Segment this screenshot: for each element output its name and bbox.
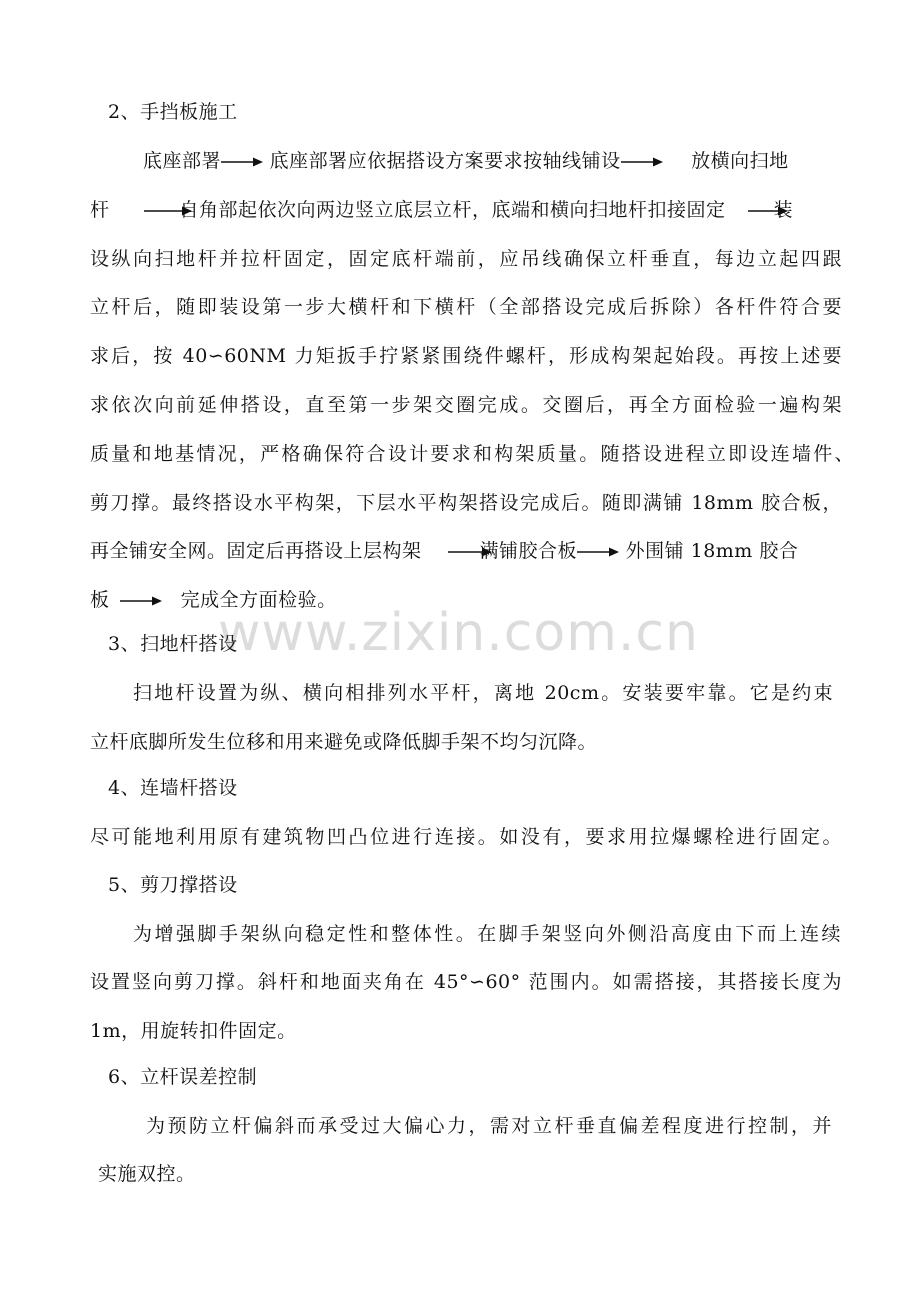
section-6-line-2: 实施双控。 bbox=[98, 1163, 196, 1185]
right-arrow-icon bbox=[621, 156, 663, 168]
section-4-line-1: 尽可能地利用原有建筑物凹凸位进行连接。如没有，要求用拉爆螺栓进行固定。 bbox=[90, 826, 842, 848]
section-3-heading: 3、扫地杆搭设 bbox=[108, 633, 238, 655]
section-2-heading: 2、手挡板施工 bbox=[108, 101, 238, 123]
section-5-line-2: 设置竖向剪刀撑。斜杆和地面夹角在 45°∽60° 范围内。如需搭接，其搭接长度为 bbox=[90, 971, 842, 993]
flow-step: 满铺胶合板 bbox=[479, 540, 578, 562]
section-2-line-10 bbox=[90, 587, 337, 613]
flow-step: 再全铺安全网。固定后再搭设上层构架 bbox=[90, 540, 422, 562]
section-4-heading: 4、连墙杆搭设 bbox=[108, 777, 238, 799]
section-3-line-1: 扫地杆设置为纵、横向相排列水平杆，离地 20cm。安装要牢靠。它是约束 bbox=[133, 682, 833, 704]
flow-step: 杆 bbox=[90, 199, 110, 221]
flow-step: 放横向扫地 bbox=[691, 150, 789, 172]
flow-step: 板 bbox=[90, 589, 110, 611]
watermark: www.zixin.com.cn bbox=[218, 603, 699, 663]
flow-step: 底座部署 bbox=[143, 150, 222, 172]
section-5-line-1: 为增强脚手架纵向稳定性和整体性。在脚手架竖向外侧沿高度由下而上连续 bbox=[133, 923, 841, 945]
flow-step: 外围铺 18mm 胶合 bbox=[625, 540, 799, 562]
section-3-line-2: 立杆底脚所发生位移和用来避免或降低脚手架不均匀沉降。 bbox=[90, 731, 598, 753]
section-5-line-3: 1m，用旋转扣件固定。 bbox=[90, 1020, 297, 1042]
section-6-heading: 6、立杆误差控制 bbox=[108, 1066, 258, 1088]
section-2-line-1 bbox=[143, 148, 845, 174]
right-arrow-icon bbox=[577, 546, 619, 558]
right-arrow-icon bbox=[120, 595, 162, 607]
section-2-line-3: 设纵向扫地杆并拉杆固定，固定底杆端前，应吊线确保立杆垂直，每边立起四跟 bbox=[90, 248, 842, 270]
flow-step: 底座部署应依据搭设方案要求按轴线铺设 bbox=[269, 150, 621, 172]
section-6-line-1: 为预防立杆偏斜而承受过大偏心力，需对立杆垂直偏差程度进行控制，并 bbox=[146, 1115, 832, 1137]
section-2-line-9 bbox=[90, 538, 850, 564]
section-2-line-4: 立杆后，随即装设第一步大横杆和下横杆（全部搭设完成后拆除）各杆件符合要 bbox=[90, 296, 842, 318]
right-arrow-icon bbox=[221, 156, 263, 168]
flow-step: 完成全方面检验。 bbox=[180, 589, 337, 611]
flow-step: 装 bbox=[773, 199, 794, 221]
section-2-line-2 bbox=[90, 197, 850, 223]
section-2-line-8: 剪刀撑。最终搭设水平构架，下层水平构架搭设完成后。随即满铺 18mm 胶合板， bbox=[90, 492, 842, 514]
section-5-heading: 5、剪刀撑搭设 bbox=[108, 874, 238, 896]
section-2-line-7: 质量和地基情况，严格确保符合设计要求和构架质量。随搭设进程立即设连墙件、 bbox=[90, 443, 854, 465]
section-2-line-6: 求依次向前延伸搭设，直至第一步架交圈完成。交圈后，再全方面检验一遍构架 bbox=[90, 394, 842, 416]
flow-step: 自角部起依次向两边竖立底层立杆，底端和横向扫地杆扣接固定 bbox=[179, 199, 726, 221]
section-2-line-5: 求后，按 40∽60NM 力矩扳手拧紧紧围绕件螺杆，形成构架起始段。再按上述要 bbox=[90, 345, 842, 367]
